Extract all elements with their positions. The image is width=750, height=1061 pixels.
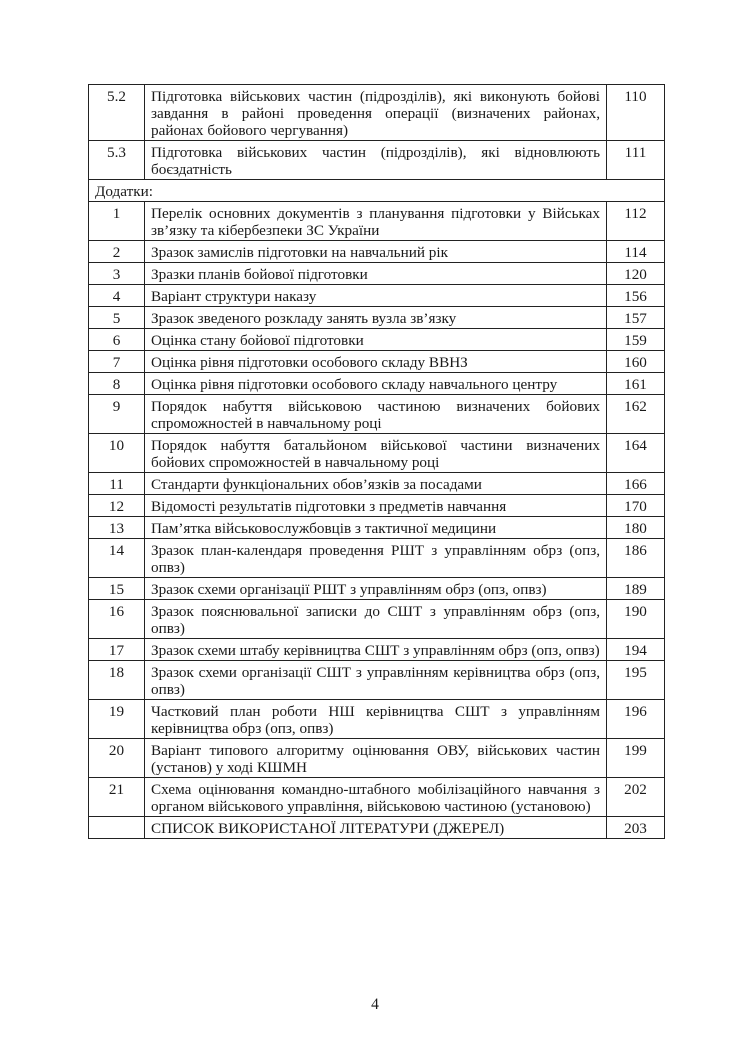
page-number: 4 [371,996,379,1013]
contents-item-page: 195 [607,661,665,700]
contents-item-number: 8 [89,373,145,395]
contents-item-number [89,817,145,839]
contents-item-title: Зразок схеми штабу керівництва СШТ з управлінням обрз (опз, опвз) [145,639,607,661]
contents-item-title: Варіант типового алгоритму оцінювання ОВУ, військових частин (установ) у ході КШМН [145,739,607,778]
contents-item-title: СПИСОК ВИКОРИСТАНОЇ ЛІТЕРАТУРИ (ДЖЕРЕЛ) [145,817,607,839]
contents-item-number: 2 [89,241,145,263]
contents-item-page: 180 [607,517,665,539]
contents-row [89,539,665,578]
contents-item-title: Схема оцінювання командно-штабного мобілізаційного навчання з органом військового управління, військовою частиною (установою) [145,778,607,817]
contents-item-page: 160 [607,351,665,373]
contents-table [88,84,665,839]
contents-item-page: 194 [607,639,665,661]
contents-row [89,329,665,351]
contents-item-number: 16 [89,600,145,639]
contents-item-title: Стандарти функціональних обов’язків за посадами [145,473,607,495]
contents-item-page: 203 [607,817,665,839]
contents-item-page: 202 [607,778,665,817]
contents-item-title: Порядок набуття військовою частиною визначених бойових спроможностей в навчальному році [145,395,607,434]
contents-row [89,202,665,241]
contents-row [89,739,665,778]
contents-item-number: 11 [89,473,145,495]
contents-item-page: 159 [607,329,665,351]
contents-item-number: 14 [89,539,145,578]
contents-item-title: Зразок замислів підготовки на навчальний рік [145,241,607,263]
contents-row [89,600,665,639]
contents-item-title: Оцінка рівня підготовки особового складу ВВНЗ [145,351,607,373]
contents-item-title: Зразок пояснювальної записки до СШТ з управлінням обрз (опз, опвз) [145,600,607,639]
contents-item-page: 190 [607,600,665,639]
contents-row [89,817,665,839]
contents-row [89,263,665,285]
contents-item-title: Зразки планів бойової підготовки [145,263,607,285]
contents-item-title: Зразок план-календаря проведення РШТ з управлінням обрз (опз, опвз) [145,539,607,578]
contents-item-title: Підготовка військових частин (підрозділів), які відновлюють боєздатність [145,141,607,180]
contents-row [89,639,665,661]
contents-item-number: 20 [89,739,145,778]
contents-item-number: 3 [89,263,145,285]
contents-table-body [89,85,665,839]
contents-item-page: 120 [607,263,665,285]
contents-item-page: 157 [607,307,665,329]
contents-row [89,700,665,739]
contents-item-number: 5.2 [89,85,145,141]
contents-item-number: 15 [89,578,145,600]
contents-item-number: 17 [89,639,145,661]
contents-item-title: Порядок набуття батальйоном військової частини визначених бойових спроможностей в навчальному році [145,434,607,473]
contents-row [89,373,665,395]
contents-item-page: 199 [607,739,665,778]
contents-item-page: 112 [607,202,665,241]
contents-item-number: 10 [89,434,145,473]
contents-row [89,351,665,373]
contents-row [89,285,665,307]
contents-item-title: Перелік основних документів з планування підготовки у Військах зв’язку та кібербезпеки ЗС України [145,202,607,241]
contents-item-number: 19 [89,700,145,739]
contents-item-page: 170 [607,495,665,517]
contents-item-page: 111 [607,141,665,180]
contents-item-page: 166 [607,473,665,495]
contents-item-title: Відомості результатів підготовки з предметів навчання [145,495,607,517]
contents-item-title: Зразок схеми організації СШТ з управлінням керівництва обрз (опз, опвз) [145,661,607,700]
appendix-row [89,180,665,202]
contents-item-page: 110 [607,85,665,141]
contents-item-page: 196 [607,700,665,739]
contents-row [89,578,665,600]
contents-row [89,241,665,263]
contents-row [89,517,665,539]
contents-row [89,495,665,517]
contents-item-number: 9 [89,395,145,434]
contents-row [89,85,665,141]
contents-item-number: 5.3 [89,141,145,180]
contents-item-page: 161 [607,373,665,395]
contents-item-number: 18 [89,661,145,700]
contents-item-title: Оцінка рівня підготовки особового складу навчального центру [145,373,607,395]
contents-item-number: 12 [89,495,145,517]
contents-item-number: 1 [89,202,145,241]
contents-item-number: 5 [89,307,145,329]
contents-item-page: 156 [607,285,665,307]
contents-row [89,434,665,473]
contents-item-number: 6 [89,329,145,351]
contents-item-page: 189 [607,578,665,600]
contents-row [89,661,665,700]
contents-item-page: 162 [607,395,665,434]
contents-item-title: Зразок зведеного розкладу занять вузла зв’язку [145,307,607,329]
contents-row [89,395,665,434]
contents-item-number: 21 [89,778,145,817]
appendix-label: Додатки: [89,180,665,202]
contents-item-page: 164 [607,434,665,473]
contents-row [89,307,665,329]
contents-item-page: 114 [607,241,665,263]
contents-item-number: 7 [89,351,145,373]
contents-row [89,778,665,817]
contents-item-title: Оцінка стану бойової підготовки [145,329,607,351]
contents-item-title: Пам’ятка військовослужбовців з тактичної медицини [145,517,607,539]
contents-item-number: 4 [89,285,145,307]
contents-item-title: Зразок схеми організації РШТ з управлінням обрз (опз, опвз) [145,578,607,600]
contents-item-title: Частковий план роботи НШ керівництва СШТ з управлінням керівництва обрз (опз, опвз) [145,700,607,739]
contents-row [89,473,665,495]
contents-item-number: 13 [89,517,145,539]
contents-item-page: 186 [607,539,665,578]
contents-row [89,141,665,180]
contents-item-title: Підготовка військових частин (підрозділів), які виконують бойові завдання в районі проведення операції (визначених районах, районах бойового чергування) [145,85,607,141]
contents-item-title: Варіант структури наказу [145,285,607,307]
